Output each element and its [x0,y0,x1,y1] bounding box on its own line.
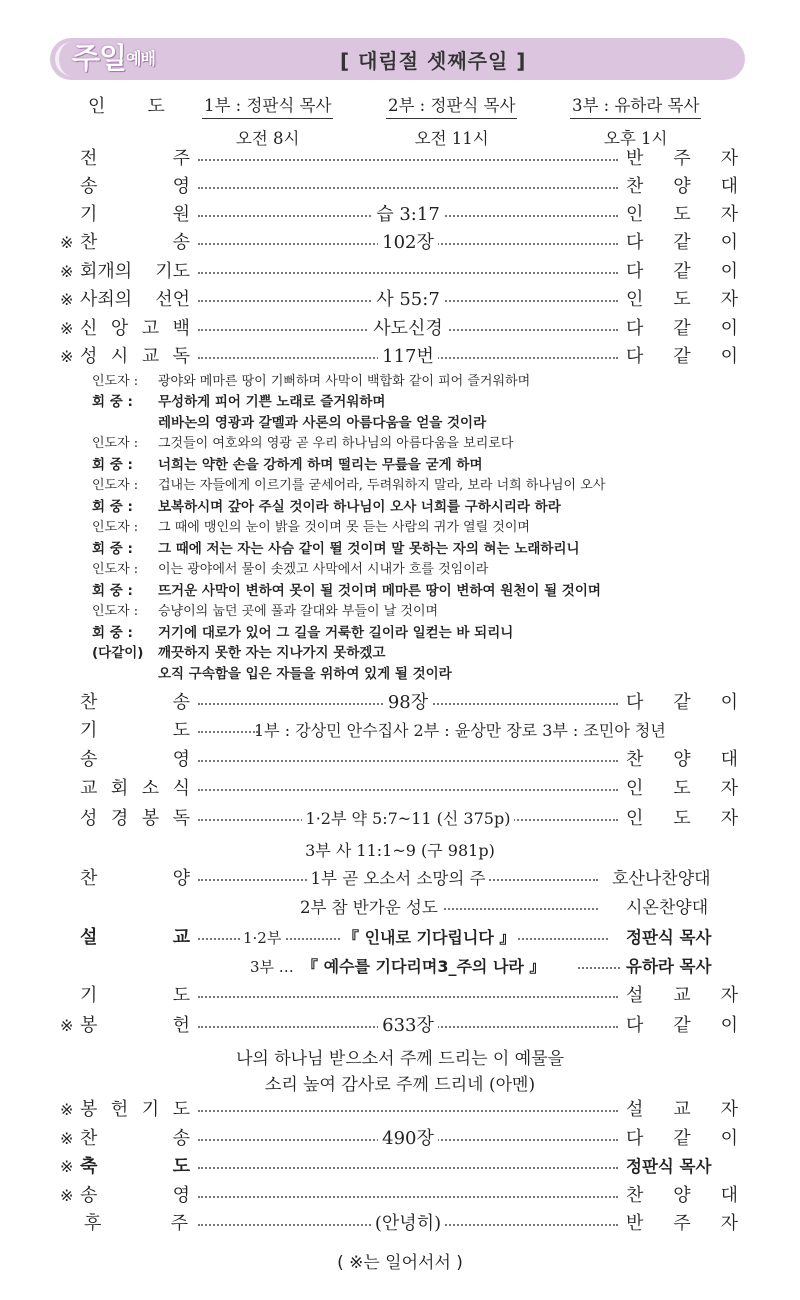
offering-lyric-2: 소리 높여 감사로 주께 드리네 (아멘) [264,1075,536,1095]
offering-lyric-1: 나의 하나님 받으소서 주께 드리는 이 예물을 [235,1049,565,1069]
order-row-sermon-2: 3부 … 『 예수를 기다리며3_주의 나라 』 유하라 목사 [250,957,712,976]
order-row-prayer: 기 도 1부 : 강상민 안수집사 2부 : 윤상만 장로 3부 : 조민아 청년 [80,720,666,741]
order-row [0,230,800,256]
standing-mark: ※ [60,233,74,252]
order-row-prayer-2: 기 도 설 교 자 [80,985,738,1006]
litany-line: 인도자 : 겁내는 자들에게 이르기를 굳세어라, 두려워하지 말라, 보라 너희 하나님이 오사 [92,478,606,493]
litany-line: 회 중 : 그 때에 저는 자는 사슴 같이 뛸 것이며 말 못하는 자의 혀는 노래하리니 [92,541,580,557]
order-row-sermon: 설 교 1·2부 『 인내로 기다립니다 』 정판식 목사 [0,925,800,951]
service-1: 1부 : 정판식 목사 오전 8시 [202,92,333,149]
order-row-scripture: 성 경 봉 독 1·2부 약 5:7~11 (신 375p) 인 도 자 [80,808,738,829]
service-3: 3부 : 유하라 목사 오후 1시 [570,92,701,149]
order-row [0,202,800,228]
order-item-detail: 사도신경 [369,318,447,339]
order-row [0,259,800,285]
order-item-label: 송 영 [80,176,190,197]
order-row-hymn: 찬 송 98장 다 같 이 [80,692,738,713]
order-row-anthem: 찬 양 1부 곧 오소서 소망의 주 호산나찬양대 [80,868,711,889]
litany-line: 인도자 : 승냥이의 눕던 곳에 풀과 갈대와 부들이 날 것이며 [92,604,439,619]
order-row-choir-praise: 송 영 찬 양 대 [80,749,738,770]
page-title: [ 대림절 셋째주일 ] [340,49,527,73]
order-item-person: 다 같 이 [626,232,738,253]
order-row [0,174,800,200]
order-item-person: 찬 양 대 [626,176,738,197]
order-row-postlude: 후 주 (안녕히) 반 주 자 [84,1213,738,1234]
order-row-doxology: ※ 송 영 찬 양 대 [60,1185,738,1206]
order-item-person: 다 같 이 [626,261,738,282]
order-item-person: 다 같 이 [626,346,738,367]
order-item-detail: 사 55:7 [372,289,444,310]
litany-line: (다같이) 깨끗하지 못한 자는 지나가지 못하겠고 [92,645,386,661]
order-item-person: 반 주 자 [626,148,738,169]
order-row [0,344,800,370]
order-item-detail: 습 3:17 [372,204,444,225]
order-item-detail: 117번 [378,346,438,367]
litany-line: 오직 구속함을 입은 자들을 위하여 있게 될 것이라 [158,666,452,682]
standing-mark: ※ [60,347,74,366]
order-row [0,287,800,313]
order-item-label: 찬 송 [80,232,190,253]
standing-mark: ※ [60,290,74,309]
litany-line: 회 중 : 너희는 약한 손을 강하게 하며 떨리는 무릎을 굳게 하며 [92,457,483,473]
litany-line: 회 중 : 거기에 대로가 있어 그 길을 거룩한 길이라 일컫는 바 되리니 [92,625,514,641]
leader-dots [198,184,618,189]
service-leader-label: 인 도 [88,96,165,117]
order-item-person: 다 같 이 [626,318,738,339]
order-item-person: 인 도 자 [626,204,738,225]
litany-line: 인도자 : 광야와 메마른 땅이 기뻐하며 사막이 백합화 같이 피어 즐거워하며 [92,374,531,389]
order-row-benediction: ※ 축 도 정판식 목사 [60,1156,712,1177]
litany-line: 회 중 : 뜨거운 사막이 변하여 못이 될 것이며 메마른 땅이 변하여 원천이 될 것이며 [92,583,601,599]
standing-mark: ※ [60,262,74,281]
order-row-offering: ※ 봉 헌 633장 다 같 이 [60,1015,738,1036]
scripture-line-2: 3부 사 11:1~9 (구 981p) [305,841,495,860]
order-row-offering-prayer: ※ 봉 헌 기 도 설 교 자 [60,1099,738,1120]
litany-line: 인도자 : 그것들이 여호와의 영광 곧 우리 하나님의 아름다움을 보리로다 [92,436,514,451]
litany-line: 회 중 : 보복하시며 갚아 주실 것이라 하나님이 오사 너희를 구하시리라 하라 [92,499,561,515]
order-item-person: 인 도 자 [626,289,738,310]
leader-dots [198,269,618,274]
order-item-label: 기 원 [80,204,190,225]
litany-line: 회 중 : 무성하게 피어 기쁜 노래로 즐거워하며 [92,394,386,410]
service-2: 2부 : 정판식 목사 오전 11시 [386,92,517,149]
order-item-label: 회개의 기도 [80,261,190,282]
order-row [0,316,800,342]
litany-line: 레바논의 영광과 갈멜과 사론의 아름다움을 얻을 것이라 [158,415,487,431]
order-item-label: 전 주 [80,148,190,169]
litany-line: 인도자 : 이는 광야에서 물이 솟겠고 사막에서 시내가 흐를 것임이라 [92,562,489,577]
order-row-anthem-2: 2부 참 반가운 성도 시온찬양대 [0,895,800,921]
order-row [0,146,800,172]
order-item-label: 신 앙 고 백 [80,318,190,339]
order-item-label: 사죄의 선언 [80,289,190,310]
leader-dots [198,156,618,161]
order-item-label: 성 시 교 독 [80,346,190,367]
standing-mark: ※ [60,319,74,338]
standing-footnote: ( ※는 일어서서 ) [337,1253,463,1273]
sunday-worship-logo: 주일$^{예배}$ [72,41,155,75]
order-row-hymn-3: ※ 찬 송 490장 다 같 이 [60,1128,738,1149]
order-item-detail: 102장 [378,232,438,253]
litany-line: 인도자 : 그 때에 맹인의 눈이 밝을 것이며 못 듣는 사람의 귀가 열릴 것이며 [92,520,530,535]
order-row-church-news: 교 회 소 식 인 도 자 [80,778,738,799]
